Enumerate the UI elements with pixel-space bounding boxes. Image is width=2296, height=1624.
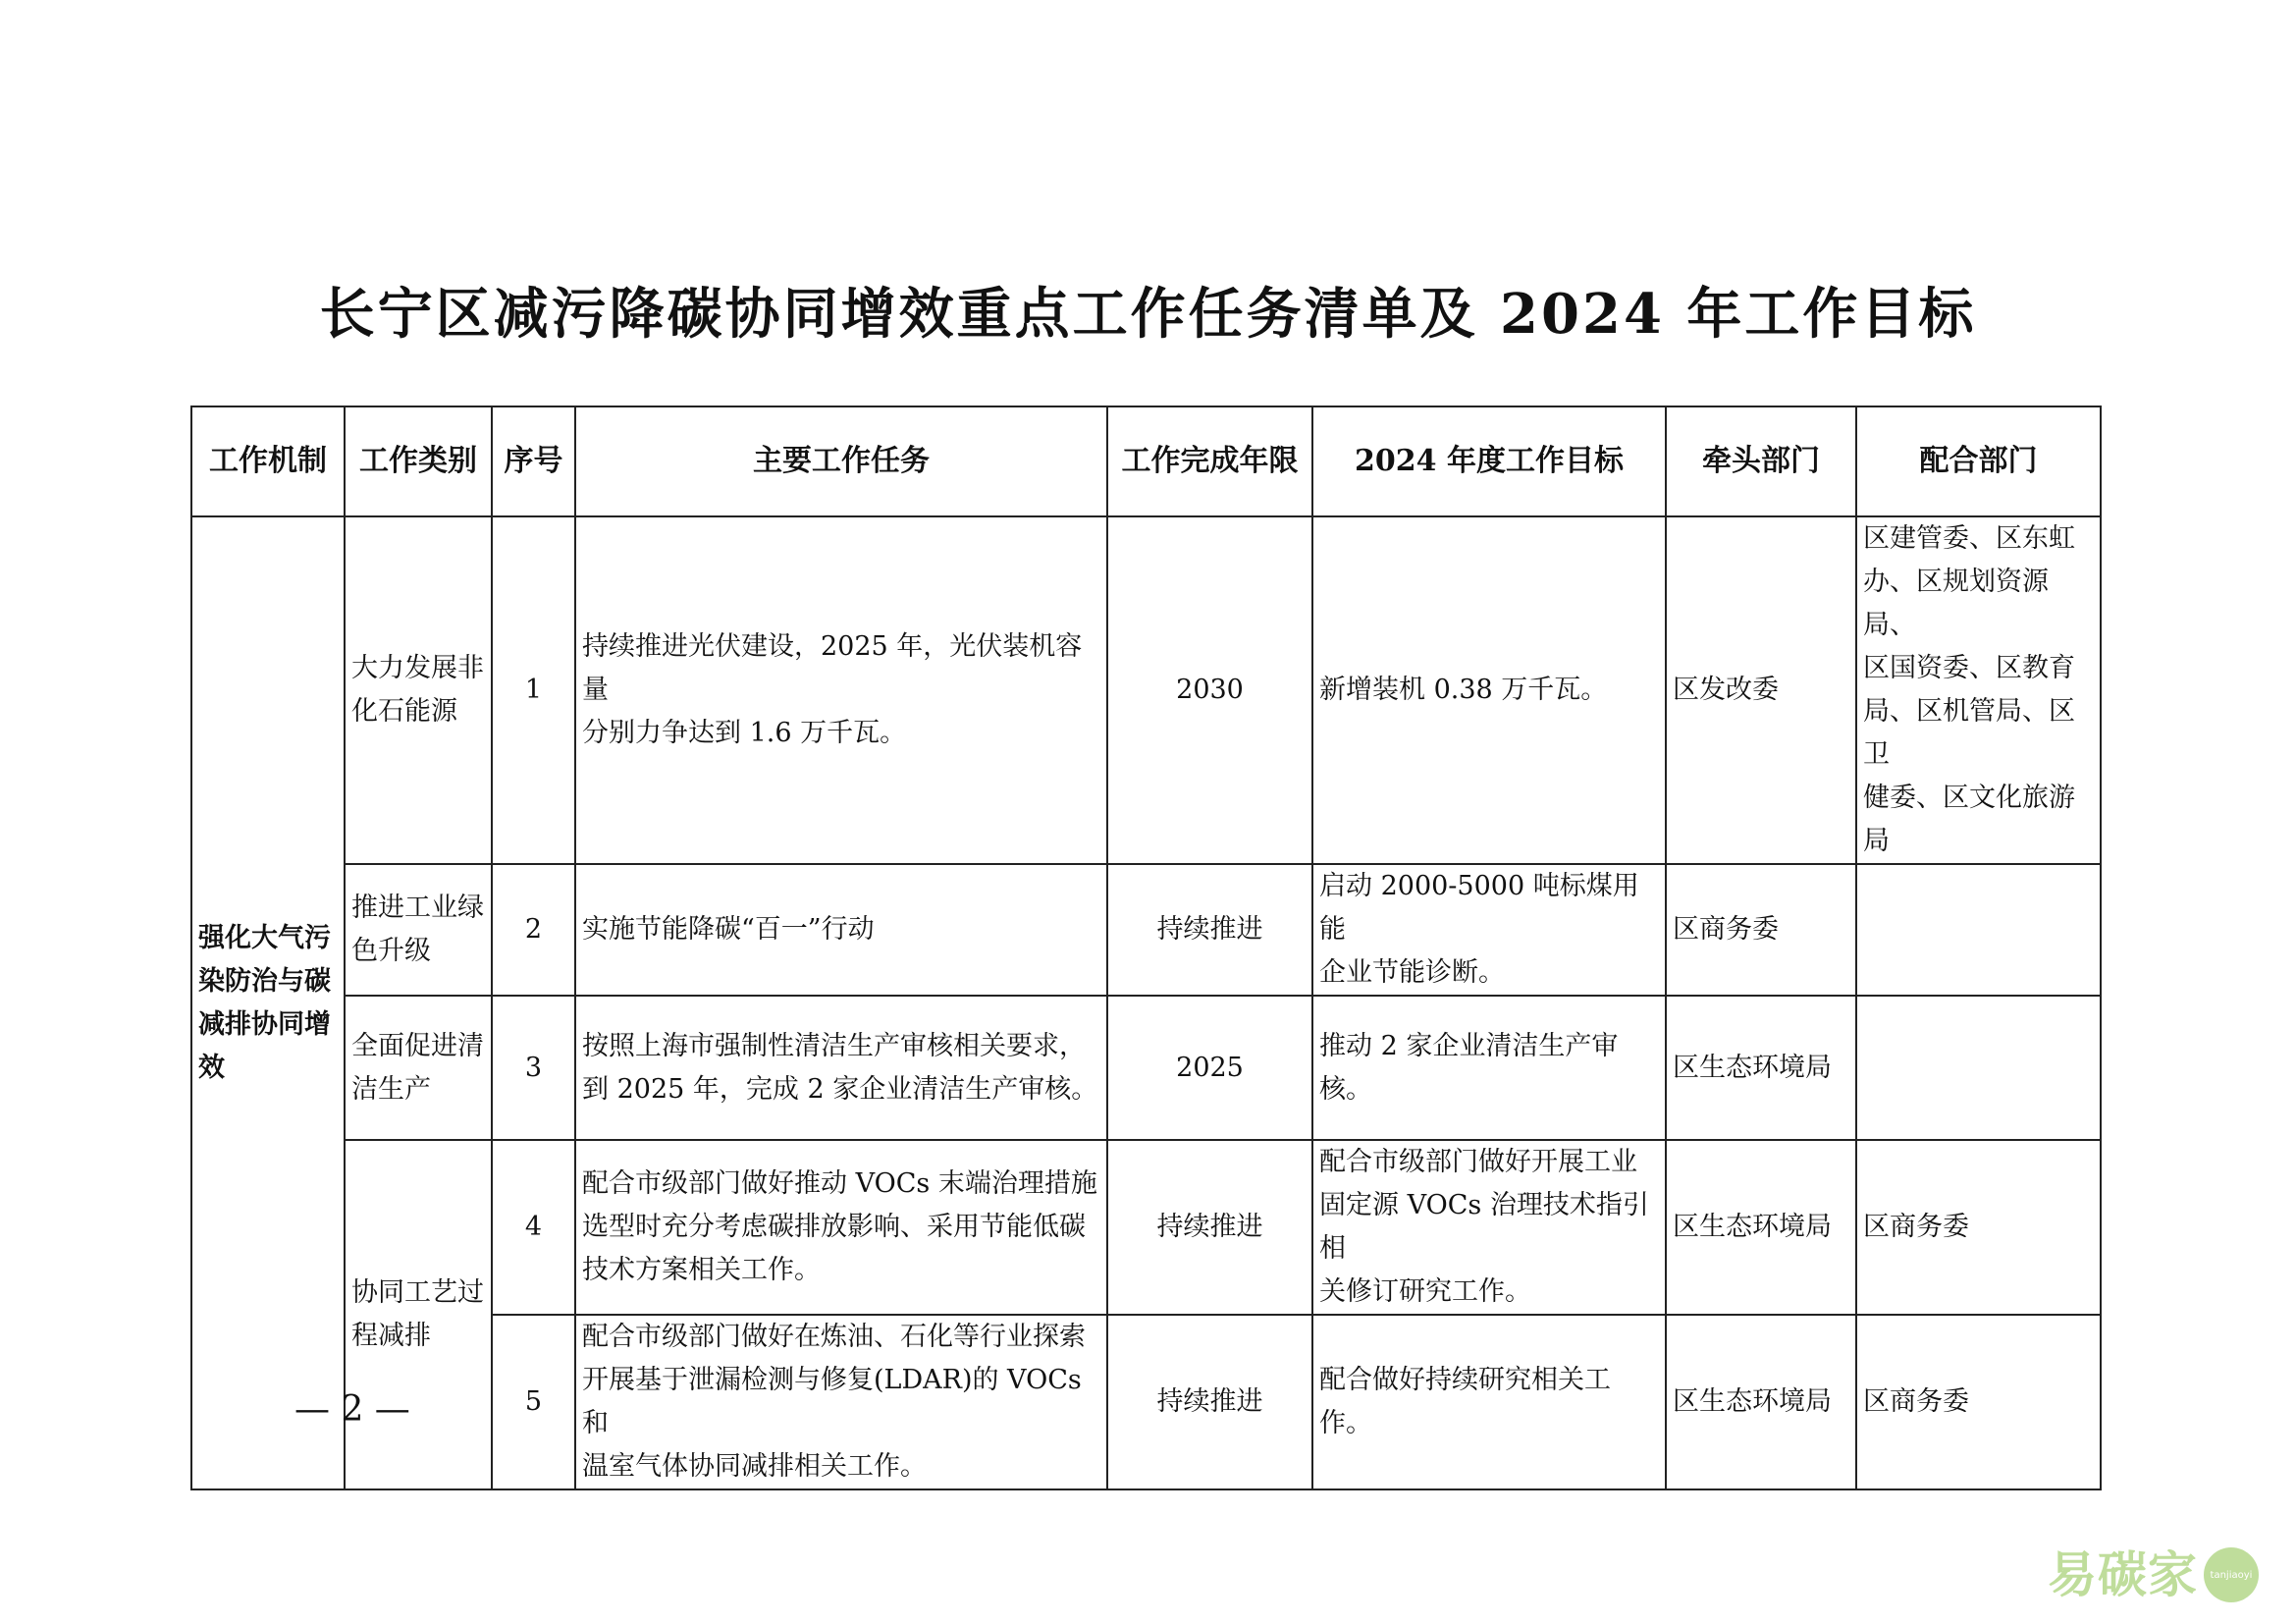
page-number: — 2 —: [294, 1389, 410, 1430]
partner-cell: 区商务委: [1856, 1315, 2101, 1489]
lead-cell: 区发改委: [1666, 516, 1856, 864]
task-cell: 实施节能降碳“百一”行动: [575, 864, 1107, 996]
header-target: 2024 年度工作目标: [1312, 406, 1666, 516]
table-row: [191, 996, 2101, 1140]
target-cell: 新增装机 0.38 万千瓦。: [1312, 516, 1666, 864]
deadline-cell: 持续推进: [1107, 1140, 1312, 1315]
task-cell: 持续推进光伏建设，2025 年，光伏装机容量 分别力争达到 1.6 万千瓦。: [575, 516, 1107, 864]
mechanism-cell: 强化大气污 染防治与碳 减排协同增 效: [191, 516, 345, 1489]
target-cell: 配合市级部门做好开展工业 固定源 VOCs 治理技术指引相 关修订研究工作。: [1312, 1140, 1666, 1315]
target-cell: 推动 2 家企业清洁生产审核。: [1312, 996, 1666, 1140]
partner-cell: 区商务委: [1856, 1140, 2101, 1315]
category-cell: 协同工艺过 程减排: [345, 1140, 492, 1489]
index-cell: 1: [492, 516, 575, 864]
lead-cell: 区生态环境局: [1666, 1315, 1856, 1489]
watermark-badge-icon: tanjiaoyi: [2204, 1547, 2259, 1602]
target-cell: 配合做好持续研究相关工作。: [1312, 1315, 1666, 1489]
partner-cell: 区建管委、区东虹 办、区规划资源局、 区国资委、区教育 局、区机管局、区卫 健委、区文化旅游局: [1856, 516, 2101, 864]
task-cell: 配合市级部门做好在炼油、石化等行业探索 开展基于泄漏检测与修复(LDAR)的 VOCs 和 温室气体协同减排相关工作。: [575, 1315, 1107, 1489]
header-category: 工作类别: [345, 406, 492, 516]
index-cell: 3: [492, 996, 575, 1140]
header-partner: 配合部门: [1856, 406, 2101, 516]
category-cell: 大力发展非 化石能源: [345, 516, 492, 864]
task-cell: 配合市级部门做好推动 VOCs 末端治理措施 选型时充分考虑碳排放影响、采用节能低碳 技术方案相关工作。: [575, 1140, 1107, 1315]
table-row: [191, 864, 2101, 996]
index-cell: 2: [492, 864, 575, 996]
target-cell: 启动 2000-5000 吨标煤用能 企业节能诊断。: [1312, 864, 1666, 996]
category-cell: 全面促进清 洁生产: [345, 996, 492, 1140]
header-lead: 牵头部门: [1666, 406, 1856, 516]
table-row: [191, 516, 2101, 864]
deadline-cell: 2025: [1107, 996, 1312, 1140]
index-cell: 5: [492, 1315, 575, 1489]
header-index: 序号: [492, 406, 575, 516]
task-table: [190, 406, 2102, 1490]
index-cell: 4: [492, 1140, 575, 1315]
partner-cell: [1856, 996, 2101, 1140]
deadline-cell: 2030: [1107, 516, 1312, 864]
table-row: [191, 1140, 2101, 1315]
header-deadline: 工作完成年限: [1107, 406, 1312, 516]
header-task: 主要工作任务: [575, 406, 1107, 516]
header-row: [191, 406, 2101, 516]
lead-cell: 区商务委: [1666, 864, 1856, 996]
deadline-cell: 持续推进: [1107, 864, 1312, 996]
lead-cell: 区生态环境局: [1666, 996, 1856, 1140]
deadline-cell: 持续推进: [1107, 1315, 1312, 1489]
watermark-text: 易碳家: [2048, 1546, 2198, 1603]
category-cell: 推进工业绿 色升级: [345, 864, 492, 996]
watermark-logo: [2048, 1543, 2259, 1606]
document-title: 长宁区减污降碳协同增效重点工作任务清单及 2024 年工作目标: [319, 282, 1977, 347]
header-mechanism: 工作机制: [191, 406, 345, 516]
partner-cell: [1856, 864, 2101, 996]
task-cell: 按照上海市强制性清洁生产审核相关要求， 到 2025 年，完成 2 家企业清洁生产审核。: [575, 996, 1107, 1140]
lead-cell: 区生态环境局: [1666, 1140, 1856, 1315]
